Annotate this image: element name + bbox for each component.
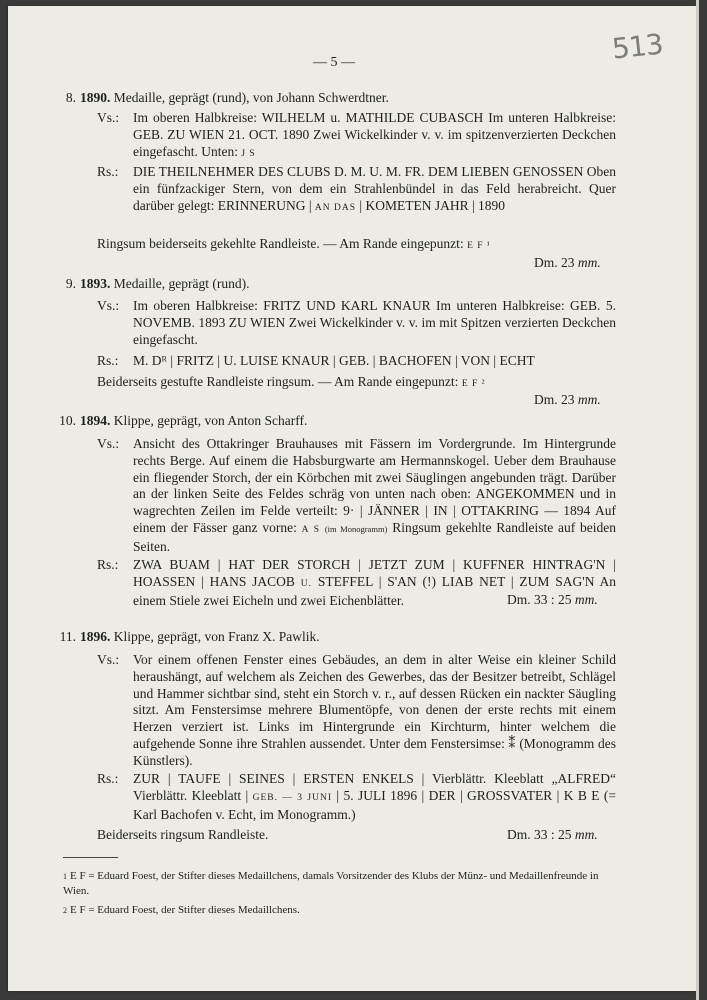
page-number: — 5 —	[313, 55, 355, 70]
footnote-2: $^2$ E F = Eduard Foest, der Stifter dieses Medaillchens.	[63, 904, 300, 916]
entry-10-heading: 10. 1894. Klippe, geprägt, von Anton Scharff.	[59, 413, 308, 428]
entry-9-obverse-label: Vs.:	[97, 298, 120, 313]
page-edge	[696, 0, 699, 1000]
entry-11-dimension: Dm. 33 : 25 mm.	[507, 827, 598, 842]
handwritten-page-note: 513	[610, 27, 665, 66]
entry-8-reverse-label: Rs.:	[97, 164, 119, 179]
entry-10-obverse-label: Vs.:	[97, 436, 120, 451]
entry-9-obverse: Im oberen Halbkreise: FRITZ UND KARL KNAUR Im unteren Halbkreise: GEB. 5. NOVEMB. 1893 ZU WIEN Zwei Wickelkinder v. v. im mit Spitzen verzierten Deckchen eingefascht.	[133, 298, 616, 347]
entry-9-reverse: M. Dᴿ | FRITZ | U. LUISE KNAUR | GEB. | BACHOFEN | VON | ECHT	[133, 353, 535, 368]
entry-8-reverse: DIE THEILNEHMER DES CLUBS D. M. U. M. FR. DEM LIEBEN GENOSSEN Oben ein fünfzackiger Stern, von dem ein Strahlenbündel in das Feld herabreicht. Quer darüber gelegt: ERINNERUNG | AN DAS | KOMETEN JAHR | 1890	[133, 164, 616, 213]
entry-11-reverse: ZUR | TAUFE | SEINES | ERSTEN ENKELS | Vierblättr. Kleeblatt „ALFRED“ Vierblättr. Kleeblatt | GEB. — 3 JUNI | 5. JULI 1896 | DER | GROSSVATER | K B E (= Karl Bachofen v. Echt, im Monogramm.)	[133, 771, 617, 822]
entry-10-obverse: Ansicht des Ottakringer Brauhauses mit Fässern im Vordergrunde. Im Hintergrunde rechts Berge. Auf einem die Habsburgwarte am Hermannskogel. Ueber dem Brauhause ein fliegender Storch, der ein Körbchen mit zwei Säuglingen angebunden trägt. Darüber an der linken Seite des Feldes schräg von unten nach oben: ANGEKOMMEN und in wagrechten Zeilen im Felde verteilt: 9· | JÄNNER | IN | OTTAKRING — 1894 Auf einem der Fässer ganz vorne: A S (im Monogramm) Ringsum gekehlte Randleiste auf beiden Seiten.	[133, 436, 617, 554]
entry-8-rim-note: Ringsum beiderseits gekehlte Randleiste. — Am Rande eingepunzt: E F ¹	[97, 236, 491, 251]
entry-10-dimension: Dm. 33 : 25 mm.	[507, 592, 598, 607]
entry-8-heading: 8. 1890. Medaille, geprägt (rund), von Johann Schwerdtner.	[65, 90, 389, 105]
entry-11-obverse: Vor einem offenen Fenster eines Gebäudes, an dem in alter Weise ein kleiner Schild heraushängt, auf welchem als Zeichen des Gewerbes, das der Besitzer betreibt, Schlägel und Hammer sichtbar sind, steht ein Storch v. r., auf dessen Rücken ein nackter Säugling sitzt. Am Fenstersimse mehrere Blumentöpfe, von denen der erste rechts mit einem Herzen verziert ist. Links im Hintergrunde ein Kirchturm, hinter welchem die aufgehende Sonne ihre Strahlen aussendet. Unter dem Fenstersimse: ⁑ (Monogramm des Künstlers).	[133, 652, 616, 768]
footnote-divider	[63, 857, 118, 858]
entry-8-dimension: Dm. 23 mm.	[534, 255, 601, 270]
entry-8-obverse: Im oberen Halbkreise: WILHELM u. MATHILDE CUBASCH Im unteren Halbkreise: GEB. ZU WIEN 21. OCT. 1890 Zwei Wickelkinder v. v. im spitzenverzierten Deckchen eingefascht. Unten: J S	[133, 110, 616, 159]
entry-9-rim-note: Beiderseits gestufte Randleiste ringsum. — Am Rande eingepunzt: E F ²	[97, 374, 486, 389]
entry-11-rim-note: Beiderseits ringsum Randleiste.	[97, 827, 269, 842]
entry-9-reverse-label: Rs.:	[97, 353, 119, 368]
entry-8-obverse-label: Vs.:	[97, 110, 120, 125]
entry-11-obverse-label: Vs.:	[97, 652, 120, 667]
footnote-1: $^1$ E F = Eduard Foest, der Stifter dieses Medaillchens, damals Vorsitzender des Klubs der Münz- und Medaillenfreunde in Wien.	[63, 870, 599, 897]
entry-10-reverse-label: Rs.:	[97, 557, 119, 572]
entry-11-heading: 11. 1896. Klippe, geprägt, von Franz X. Pawlik.	[59, 629, 320, 644]
entry-10-reverse: ZWA BUAM | HAT DER STORCH | JETZT ZUM | KUFFNER HINTRAG'N | HOASSEN | HANS JACOB U. STEFFEL | S'AN (!) LIAB NET | ZUM SAG'N An einem Stiele zwei Eicheln und zwei Eichenblätter.	[133, 557, 617, 608]
entry-11-reverse-label: Rs.:	[97, 771, 119, 786]
entry-9-heading: 9. 1893. Medaille, geprägt (rund).	[65, 276, 250, 291]
entry-9-dimension: Dm. 23 mm.	[534, 392, 601, 407]
